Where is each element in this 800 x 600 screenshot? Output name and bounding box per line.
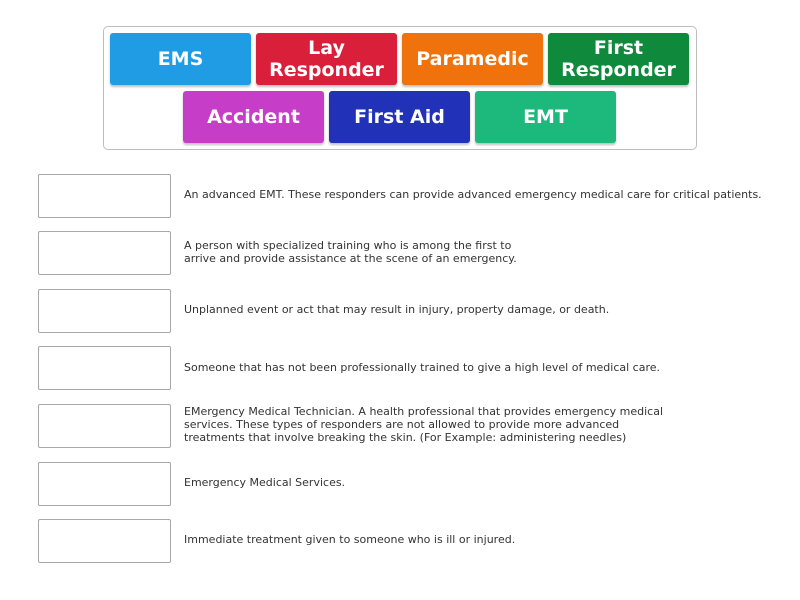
drop-box-7[interactable] [38,519,171,563]
drop-box-2[interactable] [38,231,171,275]
tile-label: EMS [157,48,204,70]
definition-5: EMergency Medical Technician. A health professional that provides emergency medical services. These types of responders are not allowed to provide more advanced treatments that involve breaking the skin. (For Example: administering needles) [184,405,664,444]
tile-label: Paramedic [416,48,529,70]
drop-box-5[interactable] [38,404,171,448]
tile-ems[interactable] [110,33,251,85]
tile-label: Lay Responder [269,37,384,81]
drop-box-4[interactable] [38,346,171,390]
definition-2: A person with specialized training who is among the first to arrive and provide assistance at the scene of an emergency. [184,239,517,265]
tile-label: EMT [523,106,568,128]
tile-label: First Responder [561,37,676,81]
definition-6: Emergency Medical Services. [184,476,346,489]
definition-3: Unplanned event or act that may result in injury, property damage, or death. [184,303,610,316]
definition-1: An advanced EMT. These responders can provide advanced emergency medical care for critical patients. [184,188,762,201]
tile-label: Accident [207,106,300,128]
tile-first-aid[interactable] [329,91,470,143]
definition-4: Someone that has not been professionally trained to give a high level of medical care. [184,361,661,374]
tile-lay-responder[interactable] [256,33,397,85]
tile-emt[interactable] [475,91,616,143]
drop-box-3[interactable] [38,289,171,333]
definition-7: Immediate treatment given to someone who is ill or injured. [184,533,516,546]
drop-box-6[interactable] [38,462,171,506]
tile-accident[interactable] [183,91,324,143]
tile-paramedic[interactable] [402,33,543,85]
tile-label: First Aid [354,106,445,128]
drop-box-1[interactable] [38,174,171,218]
tile-first-responder[interactable] [548,33,689,85]
